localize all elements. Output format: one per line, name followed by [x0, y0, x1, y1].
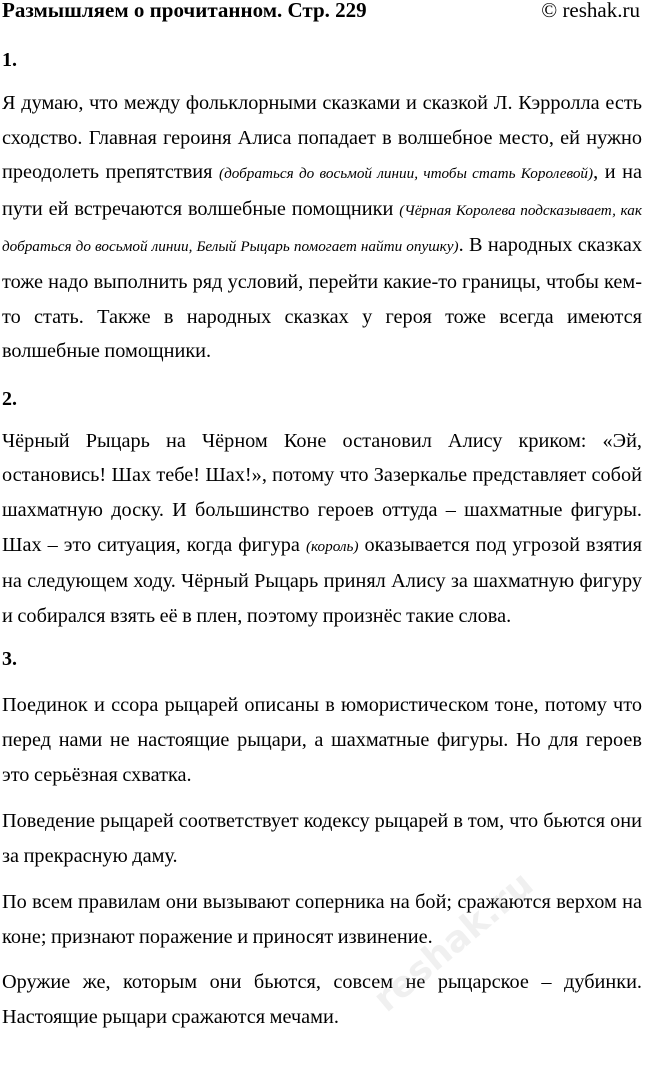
answer-content	[2, 38, 642, 1035]
text-run: . В народных сказках тоже надо выполнить ряд условий, перейти какие-то границы, чтобы кем-то стать. Также в народных сказках у героя тоже всегда имеются волшебные помощники.	[2, 234, 642, 363]
italic-note: (король)	[305, 537, 359, 555]
question-3-number: 3.	[2, 648, 17, 671]
text-run: , и на пути ей встречаются волшебные помощники	[2, 161, 642, 220]
text-run: Чёрный Рыцарь на Чёрном Коне остановил Алису криком: «Эй, остановись! Шах тебе! Шах!», потому что Зазеркалье представляет собой шахматную доску. И большинство героев оттуда – шахматные фигуры. Шах – это ситуация, когда фигура	[2, 429, 642, 556]
question-3-paragraph-3: По всем правилам они вызывают соперника на бой; сражаются верхом на коне; признают поражение и приносят извинение.	[2, 891, 642, 948]
page-header	[0, 0, 646, 22]
italic-note: (добраться до восьмой линии, чтобы стать Королевой)	[219, 165, 594, 183]
text-run: Я думаю, что между фольклорными сказками и сказкой Л. Кэрролла есть сходство. Главная героиня Алиса попадает в волшебное место, ей нужно преодолеть препятствия	[2, 92, 642, 184]
question-1-number: 1.	[2, 49, 17, 71]
question-3-paragraph-2: Поведение рыцарей соответствует кодексу рыцарей в том, что бьются они за прекрасную даму.	[2, 810, 642, 867]
page-title: Размышляем о прочитанном. Стр. 229	[2, 0, 367, 22]
question-2-answer	[2, 424, 642, 634]
question-3-paragraph-1: Поединок и ссора рыцарей описаны в юмористическом тоне, потому что перед нами не настоящие рыцари, а шахматные фигуры. Но для героев это серьёзная схватка.	[2, 694, 642, 786]
question-2-number: 2.	[2, 387, 17, 410]
question-3-paragraph-4: Оружие же, которым они бьются, совсем не рыцарское – дубинки. Настоящие рыцари сражаются мечами.	[2, 971, 642, 1029]
watermark: reshak.ru	[365, 863, 542, 1021]
site-credit: © reshak.ru	[541, 0, 640, 22]
text-run: оказывается под угрозой взятия на следующем ходу. Чёрный Рыцарь принял Алису за шахматную фигуру и собирался взять её в плен, поэтому произнёс такие слова.	[2, 533, 642, 627]
question-1-answer	[2, 86, 642, 369]
italic-note: (Чёрная Королева подсказывает, как добраться до восьмой линии, Белый Рыцарь помогает найти опушку)	[2, 201, 642, 256]
